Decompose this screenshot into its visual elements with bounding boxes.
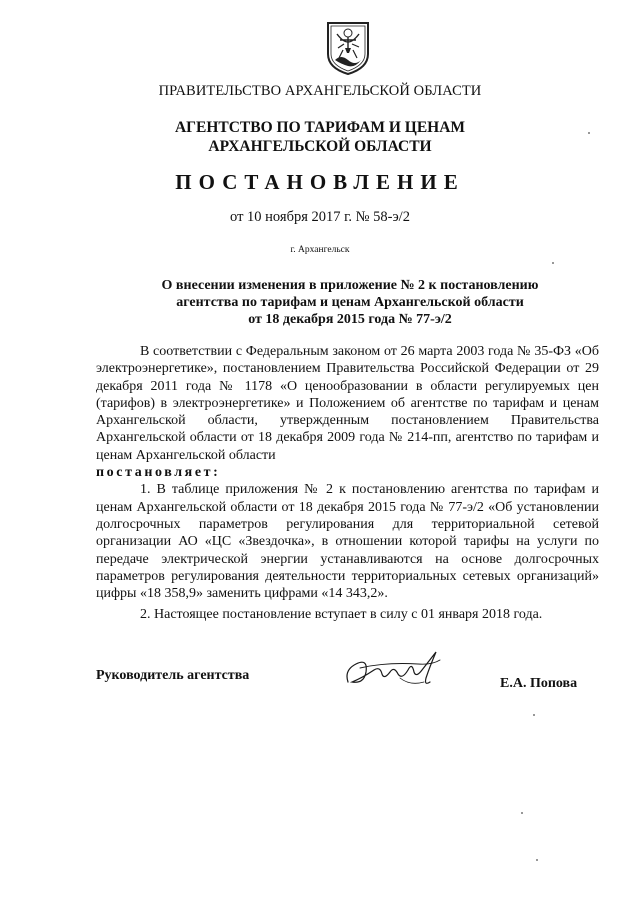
scan-speck bbox=[588, 132, 590, 134]
decree-body bbox=[96, 343, 599, 624]
agency-name bbox=[0, 118, 640, 156]
item-1-paragraph: 1. В таблице приложения № 2 к постановлению агентства по тарифам и ценам Архангельской области от 18 декабря 2015 года № 77-э/2 «Об установлении долгосрочных параметров регулирования для территориальной сетевой организации АО «ЦС «Звездочка», в отношении которой тарифы на услуги по передаче электрической энергии устанавливаются на основе долгосрочных параметров регулирования деятельности территориальных сетевых организаций» цифры «18 358,9» заменить цифрами «14 343,2». bbox=[96, 482, 599, 602]
item-2-paragraph: 2. Настоящее постановление вступает в силу с 01 января 2018 года. bbox=[140, 607, 543, 623]
subject-line-2: агентства по тарифам и ценам Архангельской области bbox=[176, 295, 524, 310]
scan-speck bbox=[533, 714, 535, 716]
government-name: ПРАВИТЕЛЬСТВО АРХАНГЕЛЬСКОЙ ОБЛАСТИ bbox=[158, 83, 482, 99]
scan-speck bbox=[552, 262, 554, 264]
scan-speck bbox=[521, 812, 523, 814]
coat-of-arms-icon bbox=[325, 20, 371, 76]
decree-subject bbox=[140, 277, 560, 328]
resolves-word: постановляет: bbox=[96, 465, 221, 481]
scan-speck bbox=[536, 859, 538, 861]
agency-name-line-1: АГЕНТСТВО ПО ТАРИФАМ И ЦЕНАМ bbox=[174, 119, 466, 136]
subject-line-1: О внесении изменения в приложение № 2 к постановлению bbox=[161, 278, 539, 293]
agency-name-line-2: АРХАНГЕЛЬСКОЙ ОБЛАСТИ bbox=[208, 138, 432, 155]
signer-role: Руководитель агентства bbox=[96, 668, 250, 683]
subject-line-3: от 18 декабря 2015 года № 77-э/2 bbox=[248, 312, 452, 327]
signer-name: Е.А. Попова bbox=[500, 676, 578, 691]
decree-date-number: от 10 ноября 2017 г. № 58-э/2 bbox=[230, 209, 410, 225]
city-name: г. Архангельск bbox=[290, 245, 350, 255]
handwritten-signature bbox=[340, 648, 448, 692]
preamble-paragraph: В соответствии с Федеральным законом от 26 марта 2003 года № 35-ФЗ «Об электроэнергетике», постановлением Правительства Российской Федерации от 29 декабря 2011 года № 1178 «О ценообразовании в области регулируемых цен (тарифов) в электроэнергетике» и Положением об агентстве по тарифам и ценам Архангельской области, утвержденным постановлением Правительства Архангельской области от 18 декабря 2009 года № 214-пп, агентство по тарифам и ценам Архангельской области bbox=[96, 344, 599, 463]
document-type-title: ПОСТАНОВЛЕНИЕ bbox=[175, 170, 465, 194]
